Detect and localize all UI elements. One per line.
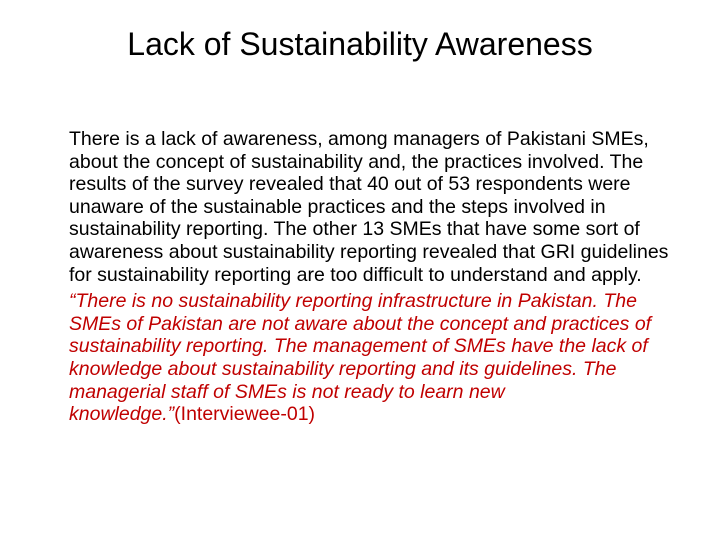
slide-body: [69, 128, 689, 426]
quote-paragraph: [69, 290, 689, 426]
interview-quote: “There is no sustainability reporting infrastructure in Pakistan. The SMEs of Pakistan are not aware about the concept and practices of sustainability reporting. The management of SMEs have the lack of knowledge about sustainability reporting and its guidelines. The managerial staff of SMEs is not ready to learn new knowledge.”: [69, 290, 652, 426]
slide-title: Lack of Sustainability Awareness: [127, 26, 593, 62]
body-paragraph: There is a lack of awareness, among managers of Pakistani SMEs, about the concept of sustainability and, the practices involved. The results of the survey revealed that 40 out of 53 respondents were unaware of the sustainable practices and the steps involved in sustainability reporting. The other 13 SMEs that have some sort of awareness about sustainability reporting revealed that GRI guidelines for sustainability reporting are too difficult to understand and apply.: [69, 128, 669, 286]
interview-attribution: (Interviewee-01): [174, 403, 316, 426]
